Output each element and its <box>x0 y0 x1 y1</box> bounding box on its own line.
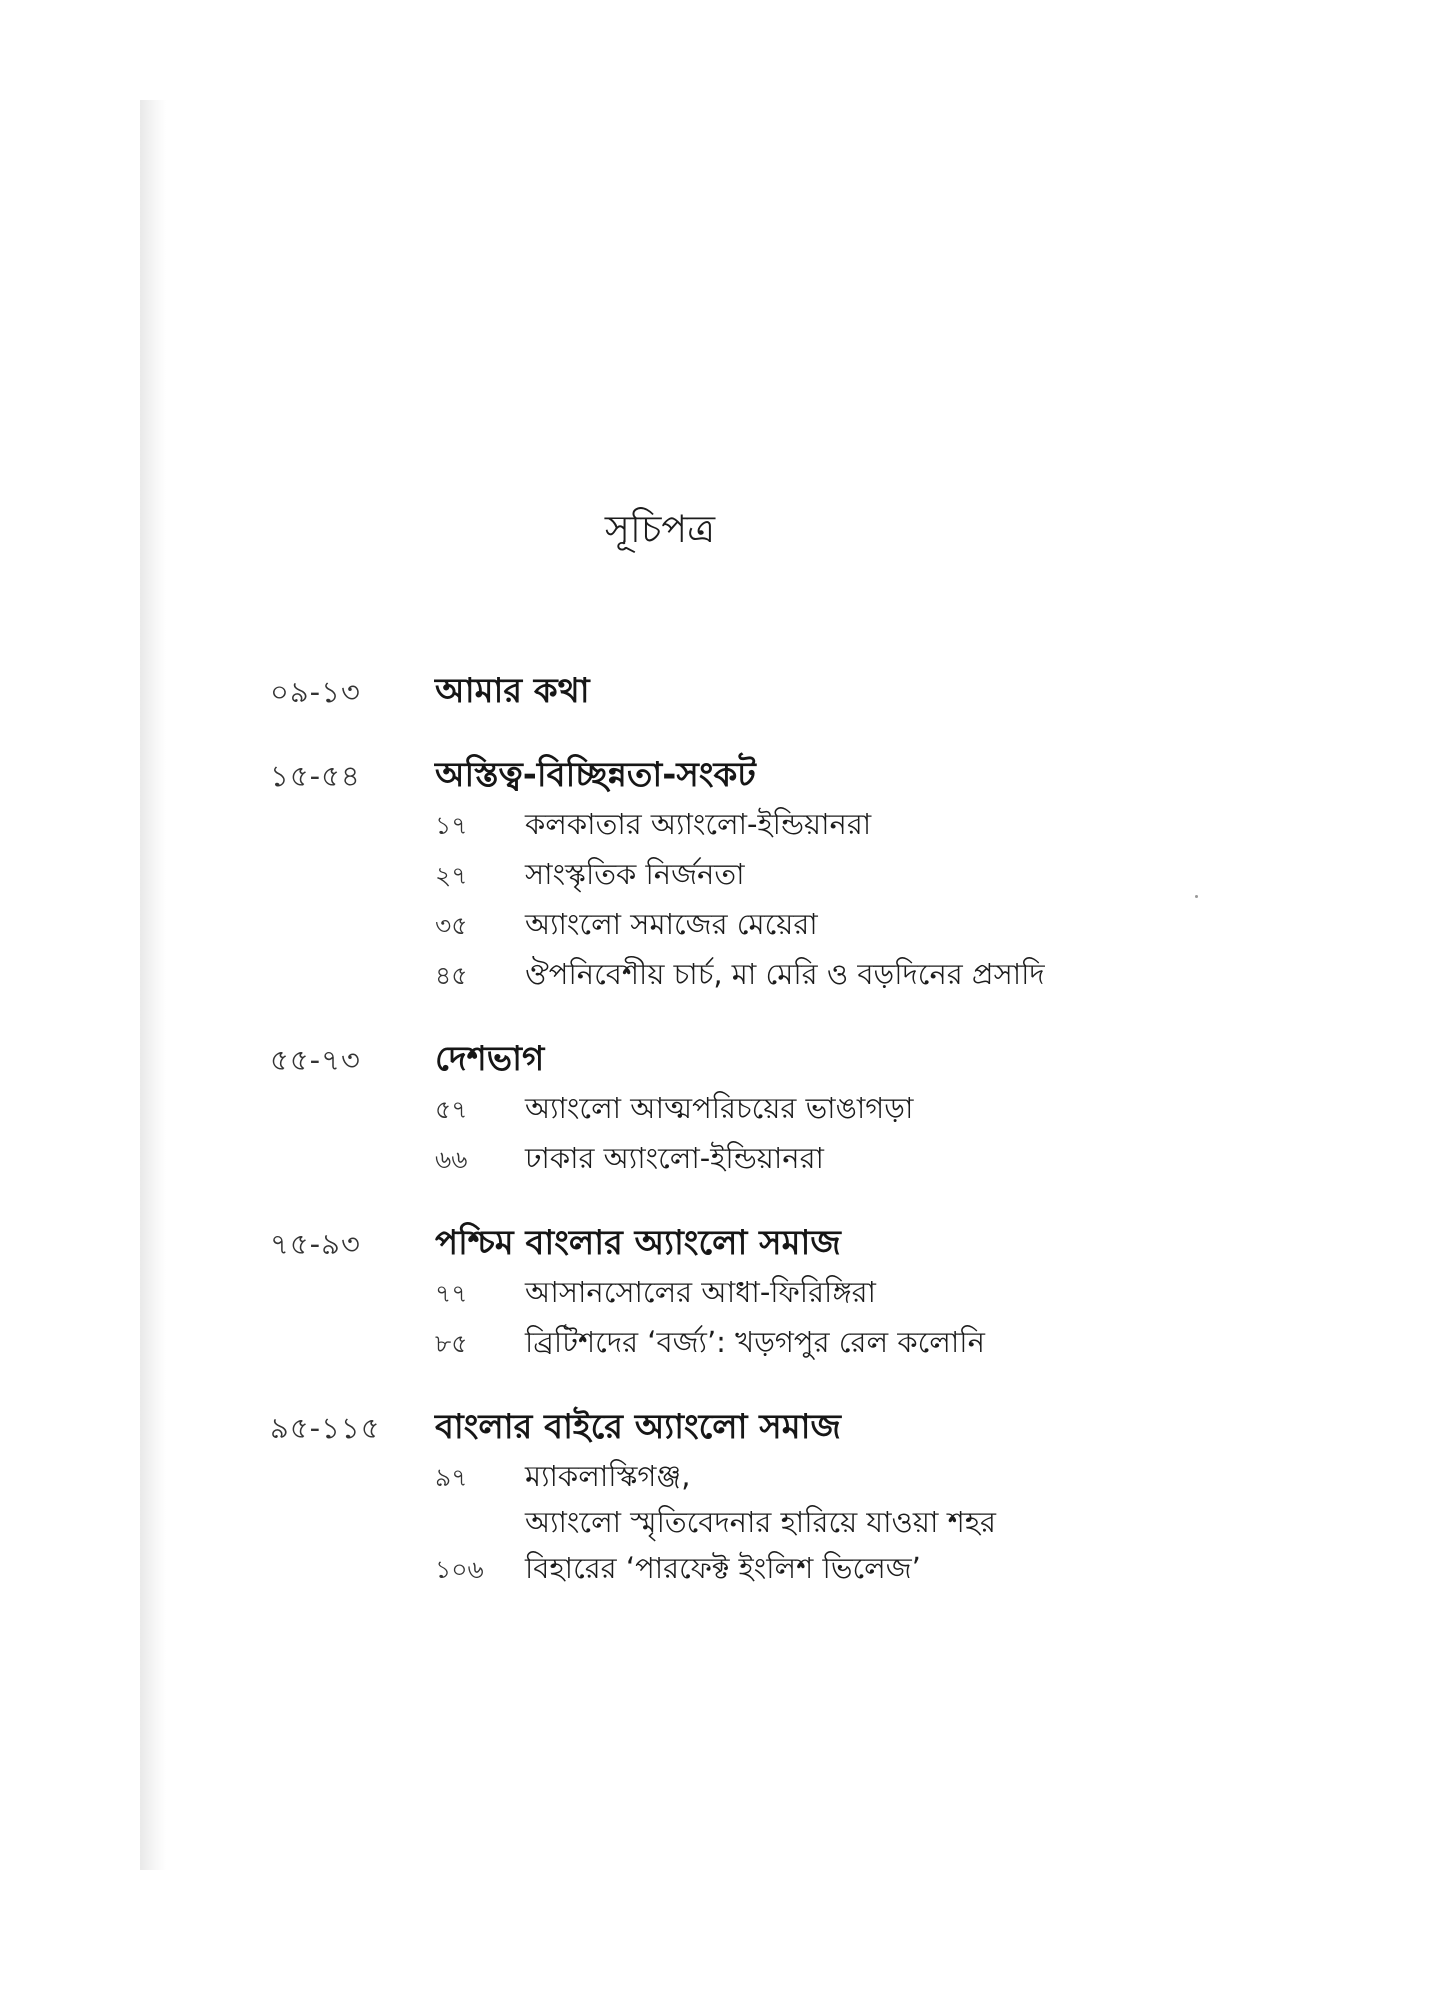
chapter-entry <box>435 851 1330 901</box>
section-title: দেশভাগ <box>435 1039 545 1079</box>
chapter-entry <box>435 1085 1330 1135</box>
section-title: অস্তিত্ব-বিচ্ছিন্নতা-সংকট <box>435 755 756 795</box>
chapter-entry <box>435 951 1330 1001</box>
toc-section <box>270 665 1330 717</box>
section-heading <box>270 1217 1330 1269</box>
chapter-title <box>525 901 818 947</box>
chapter-title-line: ব্রিটিশদের ‘বর্জ্য’: খড়গপুর রেল কলোনি <box>525 1325 985 1359</box>
section-page-range: ৯৫-১১৫ <box>270 1411 381 1445</box>
chapter-page-number: ৯৭ <box>435 1463 468 1492</box>
chapter-entry <box>435 1269 1330 1319</box>
chapter-title-line: অ্যাংলো স্মৃতিবেদনার হারিয়ে যাওয়া শহর <box>525 1505 996 1539</box>
chapter-title <box>525 1085 913 1131</box>
chapter-title <box>525 801 871 847</box>
chapter-page-number: ৪৫ <box>435 961 468 990</box>
chapter-page-number: ১৭ <box>435 811 468 840</box>
chapter-title-line: ঔপনিবেশীয় চার্চ, মা মেরি ও বড়দিনের প্রসাদি <box>525 957 1045 991</box>
chapter-page-number: ৮৫ <box>435 1329 468 1358</box>
section-heading <box>270 665 1330 717</box>
chapter-entry <box>435 1453 1330 1545</box>
toc-section <box>270 1033 1330 1185</box>
chapter-title <box>525 951 1045 997</box>
chapter-page-number: ৭৭ <box>435 1279 468 1308</box>
section-heading <box>270 1033 1330 1085</box>
chapter-page-number: ২৭ <box>435 861 468 890</box>
chapter-title <box>525 1135 824 1181</box>
chapter-title <box>525 1453 996 1545</box>
chapter-title-line: আসানসোলের আধা-ফিরিঙ্গিরা <box>525 1275 876 1309</box>
section-title: পশ্চিম বাংলার অ্যাংলো সমাজ <box>435 1223 841 1263</box>
toc-section <box>270 1217 1330 1369</box>
section-title: আমার কথা <box>435 671 590 711</box>
table-of-contents <box>270 665 1330 1627</box>
chapter-title <box>525 851 745 897</box>
chapter-entry <box>435 1135 1330 1185</box>
toc-section <box>270 749 1330 1001</box>
chapter-entry <box>435 901 1330 951</box>
chapter-title-line: কলকাতার অ্যাংলো-ইন্ডিয়ানরা <box>525 807 872 841</box>
section-heading <box>270 749 1330 801</box>
chapter-entry <box>435 1319 1330 1369</box>
page-title: সূচিপত্র <box>604 507 716 551</box>
chapter-entry <box>435 1545 1330 1595</box>
chapter-title <box>525 1545 921 1591</box>
section-page-range: ৫৫-৭৩ <box>270 1043 361 1077</box>
chapter-title-line: অ্যাংলো আত্মপরিচয়ের ভাঙাগড়া <box>525 1091 914 1125</box>
section-page-range: ০৯-১৩ <box>270 675 361 709</box>
chapter-title-line: ম্যাকলাস্কিগঞ্জ, <box>525 1459 691 1493</box>
chapter-title-line: বিহারের ‘পারফেক্ট ইংলিশ ভিলেজ’ <box>525 1551 921 1585</box>
section-title: বাংলার বাইরে অ্যাংলো সমাজ <box>435 1407 841 1447</box>
chapter-entry <box>435 801 1330 851</box>
chapter-page-number: ৬৬ <box>435 1145 468 1174</box>
page-edge-shadow <box>140 100 166 1870</box>
section-heading <box>270 1401 1330 1453</box>
chapter-title-line: সাংস্কৃতিক নির্জনতা <box>525 857 745 891</box>
chapter-page-number: ৫৭ <box>435 1095 468 1124</box>
chapter-page-number: ৩৫ <box>435 911 468 940</box>
section-page-range: ৭৫-৯৩ <box>270 1227 361 1261</box>
chapter-title <box>525 1269 876 1315</box>
chapter-title-line: ঢাকার অ্যাংলো-ইন্ডিয়ানরা <box>525 1141 824 1175</box>
toc-section <box>270 1401 1330 1595</box>
section-page-range: ১৫-৫৪ <box>270 759 361 793</box>
chapter-title <box>525 1319 985 1365</box>
chapter-title-line: অ্যাংলো সমাজের মেয়েরা <box>525 907 818 941</box>
chapter-page-number: ১০৬ <box>435 1555 484 1584</box>
